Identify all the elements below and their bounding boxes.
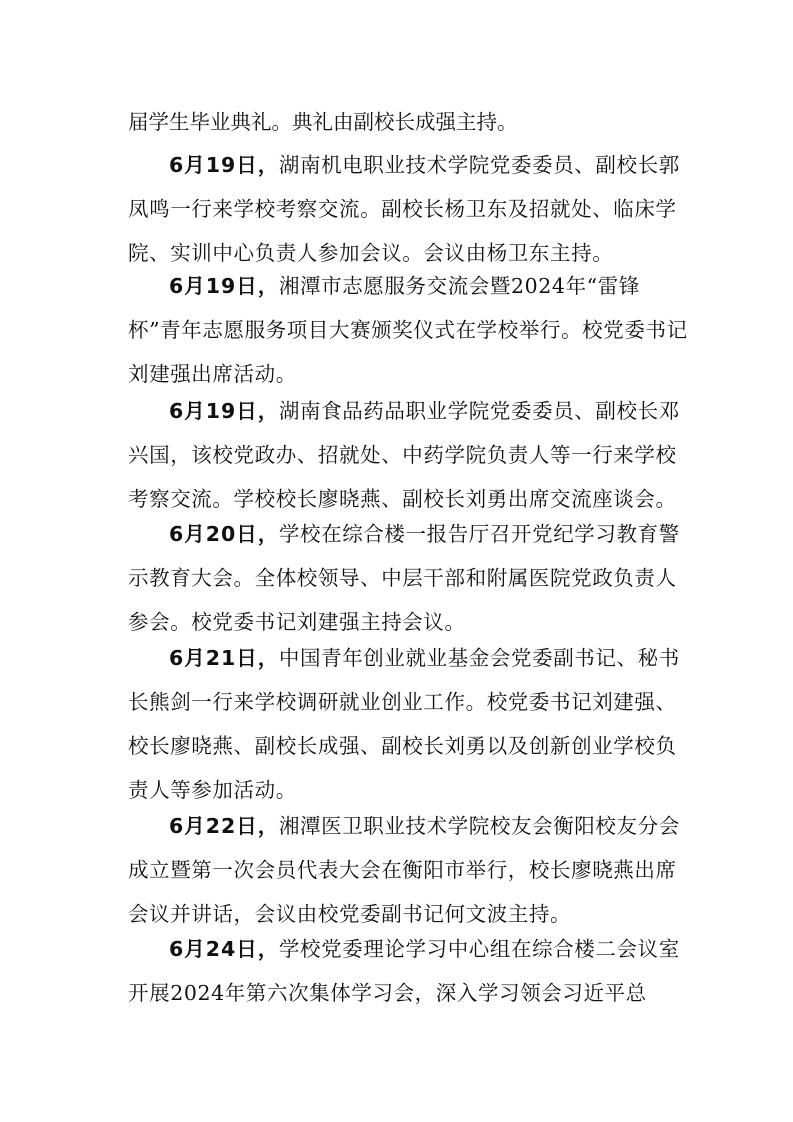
date-separator: ，: [257, 814, 279, 838]
date-separator: ，: [257, 646, 279, 670]
entry-paragraph: [128, 636, 688, 812]
entry-text: 湘潭市志愿服务交流会暨2024年“雷锋杯”青年志愿服务项目大赛颁奖仪式在学校举行。校党委书记刘建强出席活动。: [128, 274, 688, 386]
date-separator: ，: [257, 937, 279, 961]
entry-text: 学校党委理论学习中心组在综合楼二会议室开展2024年第六次集体学习会，深入学习领会习近平总: [128, 937, 680, 1005]
entry-paragraph: [128, 389, 688, 521]
entry-date: 6月19日: [169, 153, 258, 177]
entry-text: 湘潭医卫职业技术学院校友会衡阳校友分会成立暨第一次会员代表大会在衡阳市举行，校长廖晓燕出席会议并讲话，会议由校党委副书记何文波主持。: [128, 814, 680, 926]
entry-paragraph: [128, 264, 688, 396]
entry-date: 6月24日: [169, 937, 258, 961]
continuation-paragraph: 届学生毕业典礼。典礼由副校长成强主持。: [128, 110, 518, 134]
entry-date: 6月22日: [169, 814, 258, 838]
date-separator: ，: [257, 522, 279, 546]
date-separator: ，: [257, 399, 279, 423]
entry-text: 学校在综合楼一报告厅召开党纪学习教育警示教育大会。全体校领导、中层干部和附属医院党政负责人参会。校党委书记刘建强主持会议。: [128, 522, 680, 634]
date-separator: ，: [257, 274, 279, 298]
entry-paragraph: [128, 804, 688, 936]
entry-paragraph: [128, 927, 688, 1015]
entry-text: 中国青年创业就业基金会党委副书记、秘书长熊剑一行来学校调研就业创业工作。校党委书记刘建强、校长廖晓燕、副校长成强、副校长刘勇以及创新创业学校负责人等参加活动。: [128, 646, 680, 802]
entry-text: 湖南食品药品职业学院党委委员、副校长邓兴国，该校党政办、招就处、中药学院负责人等一行来学校考察交流。学校校长廖晓燕、副校长刘勇出席交流座谈会。: [128, 399, 680, 511]
entry-paragraph: [128, 143, 688, 275]
entry-date: 6月21日: [169, 646, 258, 670]
entry-paragraph: [128, 512, 688, 644]
date-separator: ，: [257, 153, 279, 177]
entry-text: 湖南机电职业技术学院党委委员、副校长郭凤鸣一行来学校考察交流。副校长杨卫东及招就处、临床学院、实训中心负责人参加会议。会议由杨卫东主持。: [128, 153, 680, 265]
entry-date: 6月20日: [169, 522, 258, 546]
entry-date: 6月19日: [169, 399, 258, 423]
entry-date: 6月19日: [169, 274, 258, 298]
